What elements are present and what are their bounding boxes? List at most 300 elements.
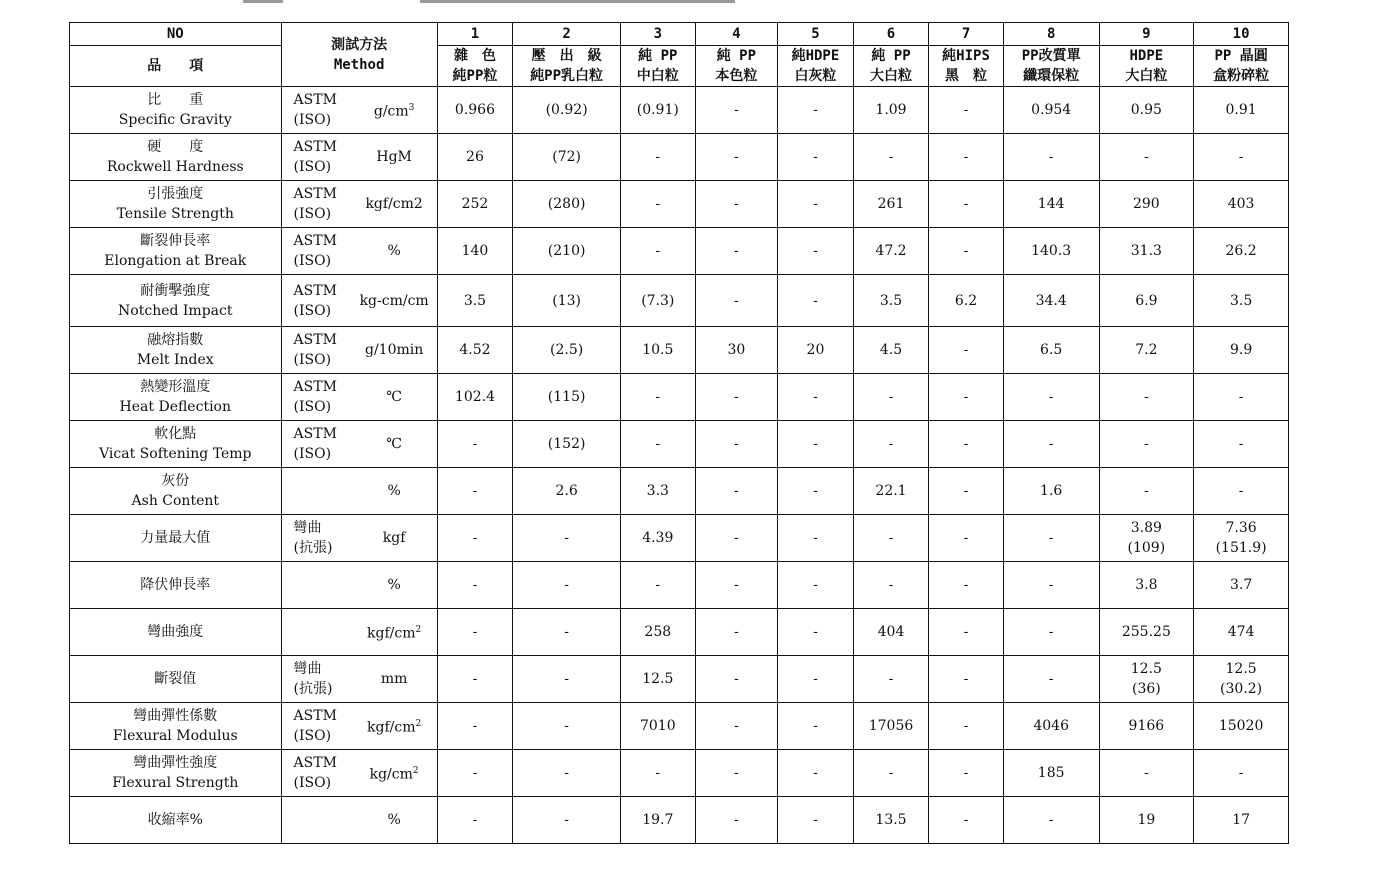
unit-text: kgf/cm2 (365, 196, 423, 212)
value-cell (695, 374, 778, 421)
value-cell (621, 703, 696, 750)
property-name (70, 468, 282, 515)
value-cell (929, 797, 1004, 844)
value-cell (1003, 562, 1099, 609)
value: - (564, 671, 569, 687)
property-name-en: Flexural Modulus (112, 728, 238, 744)
value-cell (929, 327, 1004, 374)
test-method (281, 797, 352, 844)
property-name-en: Vicat Softening Temp (99, 446, 252, 462)
test-method-line1: ASTM (293, 426, 337, 442)
value: 12.5 (642, 671, 674, 687)
property-name-zh: 融熔指數 (147, 332, 204, 348)
value: - (1048, 149, 1054, 165)
value: - (734, 577, 739, 593)
value: 2.6 (555, 483, 578, 499)
value: - (813, 292, 818, 309)
value: - (734, 292, 739, 309)
value-cell (1099, 228, 1194, 275)
property-name (70, 374, 282, 421)
column-name-line1: HDPE (1129, 48, 1164, 64)
value-secondary: (36) (1131, 681, 1161, 697)
test-method-line2: (ISO) (293, 446, 332, 462)
property-name-en: Rockwell Hardness (106, 159, 244, 175)
value: - (813, 530, 818, 546)
value-cell (437, 374, 513, 421)
value: - (888, 530, 894, 546)
value: - (963, 389, 969, 405)
value: (0.92) (545, 102, 588, 118)
value: 17056 (868, 718, 914, 734)
value: - (472, 483, 478, 499)
value: 26.2 (1225, 243, 1257, 259)
value: - (472, 436, 478, 452)
value: - (813, 436, 818, 452)
value: - (1048, 389, 1054, 405)
property-name-zh: 斷裂伸長率 (140, 233, 211, 249)
table-row (70, 275, 1289, 327)
value-cell (853, 656, 929, 703)
value-cell (929, 562, 1004, 609)
value-cell (853, 134, 929, 181)
property-name-zh: 軟化點 (154, 426, 197, 442)
unit-text: kg/cm (369, 766, 413, 783)
value: - (1143, 765, 1149, 781)
column-name-line2: 黑 粒 (945, 68, 988, 84)
value: - (963, 812, 969, 828)
value: - (564, 530, 569, 546)
unit-superscript: 2 (415, 625, 422, 636)
top-edge-fragment (420, 0, 735, 3)
test-method (281, 134, 352, 181)
value-cell (513, 515, 621, 562)
test-method-line2: (ISO) (293, 352, 332, 368)
column-name-line2: 純PP乳白粒 (530, 68, 604, 84)
column-name (929, 46, 1004, 87)
value-cell (1003, 181, 1099, 228)
value: - (655, 765, 661, 781)
value: 3.3 (646, 483, 669, 499)
unit-text: g/cm (373, 103, 409, 120)
column-name-line2: 盒粉碎粒 (1213, 68, 1270, 84)
unit (352, 562, 438, 609)
value-cell (929, 703, 1004, 750)
value: 19 (1137, 812, 1156, 828)
value-cell (513, 656, 621, 703)
column-name (695, 46, 778, 87)
value: - (734, 102, 739, 118)
method-label: 測試方法 (331, 36, 388, 53)
value-cell (853, 87, 929, 134)
no-label: NO (70, 23, 282, 46)
column-name (621, 46, 696, 87)
unit-text: % (387, 577, 401, 593)
test-method (281, 609, 352, 656)
unit (352, 421, 438, 468)
property-name-zh: 硬 度 (147, 139, 204, 155)
method-label-en: Method (333, 56, 385, 73)
value: (0.91) (636, 102, 679, 118)
value-cell (1194, 468, 1289, 515)
test-method-line2: (ISO) (293, 159, 332, 175)
value-cell (621, 181, 696, 228)
column-name-line1: 純HIPS (942, 48, 990, 64)
column-name-line2: 本色粒 (715, 68, 758, 84)
value: 140.3 (1031, 243, 1072, 259)
value-cell (1003, 327, 1099, 374)
value-cell (695, 87, 778, 134)
value: - (564, 812, 569, 828)
value: 9.9 (1229, 342, 1253, 358)
value-cell (853, 515, 929, 562)
value-cell (778, 515, 854, 562)
test-method (281, 562, 352, 609)
value-cell (1099, 797, 1194, 844)
property-name-en: Flexural Strength (112, 775, 239, 791)
value: 404 (877, 624, 905, 640)
value: 0.966 (454, 102, 495, 118)
value-cell (1003, 228, 1099, 275)
value: - (963, 577, 969, 593)
property-name (70, 562, 282, 609)
value: - (813, 812, 818, 828)
value-cell (695, 468, 778, 515)
value: - (813, 102, 818, 118)
table-row (70, 181, 1289, 228)
test-method-line2: (ISO) (293, 775, 332, 791)
value-cell (853, 468, 929, 515)
value-cell (437, 609, 513, 656)
value-cell (1003, 374, 1099, 421)
value: 255.25 (1121, 624, 1171, 640)
value-cell (1194, 275, 1289, 327)
value-cell (621, 750, 696, 797)
value-cell (437, 134, 513, 181)
value-secondary: (151.9) (1215, 540, 1267, 556)
value: - (963, 149, 969, 165)
column-number: 4 (695, 23, 778, 46)
value-cell (513, 421, 621, 468)
value-cell (437, 515, 513, 562)
column-name-line1: 純HDPE (791, 48, 840, 64)
test-method-line1: 彎曲 (293, 520, 322, 536)
property-name-zh: 彎曲強度 (147, 624, 204, 640)
value-cell (1099, 609, 1194, 656)
value-cell (853, 421, 929, 468)
unit-text: HgM (376, 149, 412, 165)
value: - (963, 765, 969, 781)
value-cell (853, 228, 929, 275)
test-method-line2: (ISO) (293, 302, 332, 319)
value: - (813, 149, 818, 165)
value: - (813, 243, 818, 259)
value-cell (1099, 515, 1194, 562)
value-cell (929, 421, 1004, 468)
property-name-zh: 比 重 (147, 92, 204, 108)
value-cell (513, 374, 621, 421)
value: - (734, 812, 739, 828)
value: 6.9 (1135, 292, 1158, 309)
value-cell (853, 609, 929, 656)
value-cell (695, 327, 778, 374)
value-cell (1194, 134, 1289, 181)
value-cell (929, 609, 1004, 656)
column-name-line2: 中白粒 (636, 68, 679, 84)
column-name-line1: 純 PP (638, 48, 678, 64)
value: 30 (727, 342, 746, 358)
value-cell (513, 228, 621, 275)
value-cell (929, 468, 1004, 515)
value-cell (929, 181, 1004, 228)
value-cell (513, 87, 621, 134)
spec-table (69, 22, 1289, 844)
property-name-en: Ash Content (131, 493, 220, 509)
column-number: 5 (778, 23, 854, 46)
value-cell (621, 421, 696, 468)
value: - (472, 812, 478, 828)
unit-text: kgf/cm (367, 719, 416, 736)
value-cell (853, 750, 929, 797)
table-row (70, 656, 1289, 703)
value: 1.6 (1040, 483, 1063, 499)
value-cell (437, 656, 513, 703)
value-cell (437, 87, 513, 134)
value: - (888, 671, 894, 687)
value: 403 (1227, 196, 1255, 212)
column-name-line2: 純PP粒 (452, 68, 498, 84)
value-cell (1003, 797, 1099, 844)
value: - (963, 483, 969, 499)
column-name (778, 46, 854, 87)
value: 12.5 (1225, 661, 1257, 677)
unit-text: % (387, 483, 401, 499)
value: - (1048, 436, 1054, 452)
value-cell (513, 750, 621, 797)
property-name-en: Notched Impact (118, 302, 233, 319)
value: - (813, 624, 818, 640)
value-cell (1003, 275, 1099, 327)
value: - (888, 149, 894, 165)
column-name-line1: 雜 色 (453, 48, 496, 64)
value: 17 (1232, 812, 1251, 828)
value-cell (778, 703, 854, 750)
value-cell (778, 275, 854, 327)
unit (352, 181, 438, 228)
value: 13.5 (875, 812, 907, 828)
column-name-line1: PP 晶圓 (1214, 48, 1268, 64)
value: - (963, 342, 969, 358)
value: - (813, 577, 818, 593)
value-cell (853, 181, 929, 228)
value-cell (695, 275, 778, 327)
value: (152) (547, 436, 586, 452)
unit-text: kgf/cm (367, 625, 416, 642)
value-cell (1099, 327, 1194, 374)
value-cell (621, 87, 696, 134)
value-cell (437, 228, 513, 275)
value: 3.89 (1130, 520, 1162, 536)
value: - (655, 243, 661, 259)
value: - (963, 671, 969, 687)
value: - (655, 196, 661, 212)
value: - (1238, 436, 1244, 452)
unit (352, 703, 438, 750)
value-cell (778, 609, 854, 656)
value: 261 (877, 196, 905, 212)
test-method-line1: ASTM (293, 92, 337, 108)
value-cell (621, 515, 696, 562)
value: 185 (1037, 765, 1065, 781)
value: - (813, 671, 818, 687)
value: - (813, 483, 818, 499)
value-cell (1003, 609, 1099, 656)
value: 0.954 (1031, 102, 1072, 118)
value-cell (1003, 656, 1099, 703)
value: 4.5 (879, 342, 903, 358)
unit-superscript: 2 (412, 766, 419, 777)
value: - (734, 530, 739, 546)
value-cell (929, 228, 1004, 275)
table-row (70, 609, 1289, 656)
value-cell (513, 275, 621, 327)
property-name (70, 228, 282, 275)
unit-text: % (387, 812, 401, 828)
value-cell (695, 515, 778, 562)
value-cell (929, 515, 1004, 562)
unit (352, 750, 438, 797)
value-cell (1003, 750, 1099, 797)
value-cell (437, 275, 513, 327)
value-cell (1003, 515, 1099, 562)
value: 290 (1132, 196, 1160, 212)
value-cell (1099, 87, 1194, 134)
table-row (70, 327, 1289, 374)
test-method (281, 421, 352, 468)
table-row (70, 468, 1289, 515)
value-cell (853, 797, 929, 844)
value: (280) (547, 196, 586, 212)
test-method-line2: (ISO) (293, 112, 332, 128)
value: 20 (806, 342, 825, 358)
unit (352, 797, 438, 844)
property-name (70, 656, 282, 703)
value: - (655, 577, 661, 593)
value: - (564, 765, 569, 781)
value: - (655, 389, 661, 405)
value-secondary: (109) (1127, 540, 1166, 556)
value: 47.2 (875, 243, 907, 259)
unit (352, 656, 438, 703)
value: 140 (461, 243, 489, 259)
value: - (963, 624, 969, 640)
test-method (281, 228, 352, 275)
test-method-line1: ASTM (293, 708, 337, 724)
value-cell (621, 562, 696, 609)
value-cell (929, 275, 1004, 327)
value: - (813, 389, 818, 405)
value: (2.5) (550, 342, 584, 358)
column-number: 3 (621, 23, 696, 46)
property-name (70, 275, 282, 327)
value: 3.7 (1229, 577, 1253, 593)
property-name-en: Elongation at Break (104, 253, 247, 269)
column-name (437, 46, 513, 87)
value: - (1238, 149, 1244, 165)
column-number: 2 (513, 23, 621, 46)
column-name-line2: 白灰粒 (794, 68, 837, 84)
unit-text: kgf (382, 530, 406, 546)
value: - (813, 196, 818, 212)
test-method-line1: ASTM (293, 332, 337, 348)
unit (352, 468, 438, 515)
value: - (1048, 530, 1054, 546)
value: - (472, 577, 478, 593)
test-method-line2: (抗張) (293, 681, 333, 697)
value-cell (437, 562, 513, 609)
value: - (564, 624, 569, 640)
unit (352, 275, 438, 327)
property-name-zh: 彎曲彈性係數 (133, 708, 218, 724)
table-row (70, 797, 1289, 844)
value: - (888, 389, 894, 405)
table-row (70, 562, 1289, 609)
value: - (734, 718, 739, 734)
column-number: 6 (853, 23, 929, 46)
value: 34.4 (1035, 292, 1067, 309)
value-cell (695, 562, 778, 609)
value-cell (621, 275, 696, 327)
unit-text: mm (380, 671, 408, 687)
value-cell (437, 181, 513, 228)
value-cell (778, 228, 854, 275)
value-cell (1003, 87, 1099, 134)
value-cell (1099, 134, 1194, 181)
property-name (70, 87, 282, 134)
column-name (1194, 46, 1289, 87)
test-method (281, 656, 352, 703)
value: 7.36 (1225, 520, 1257, 536)
value: 258 (644, 624, 672, 640)
value-cell (1099, 374, 1194, 421)
value: - (734, 389, 739, 405)
property-name-zh: 耐衝擊強度 (140, 282, 211, 299)
value: - (963, 436, 969, 452)
value: (210) (547, 243, 586, 259)
value: 4.39 (642, 530, 674, 546)
property-name-zh: 彎曲彈性強度 (133, 755, 218, 771)
value: - (734, 196, 739, 212)
value-cell (695, 181, 778, 228)
value-cell (778, 562, 854, 609)
method-header (281, 23, 437, 87)
unit-text: ℃ (386, 436, 402, 452)
column-name-line2: 大白粒 (1125, 68, 1168, 84)
value-cell (621, 468, 696, 515)
value-cell (437, 797, 513, 844)
value-cell (1099, 656, 1194, 703)
value-cell (1194, 562, 1289, 609)
value-cell (1099, 421, 1194, 468)
property-name-zh: 灰份 (161, 473, 190, 489)
column-name (853, 46, 929, 87)
value-cell (1099, 562, 1194, 609)
value-cell (778, 327, 854, 374)
unit-text: ℃ (386, 389, 402, 405)
test-method-line2: (ISO) (293, 728, 332, 744)
value-cell (778, 374, 854, 421)
test-method-line1: ASTM (293, 755, 337, 771)
value-cell (513, 327, 621, 374)
